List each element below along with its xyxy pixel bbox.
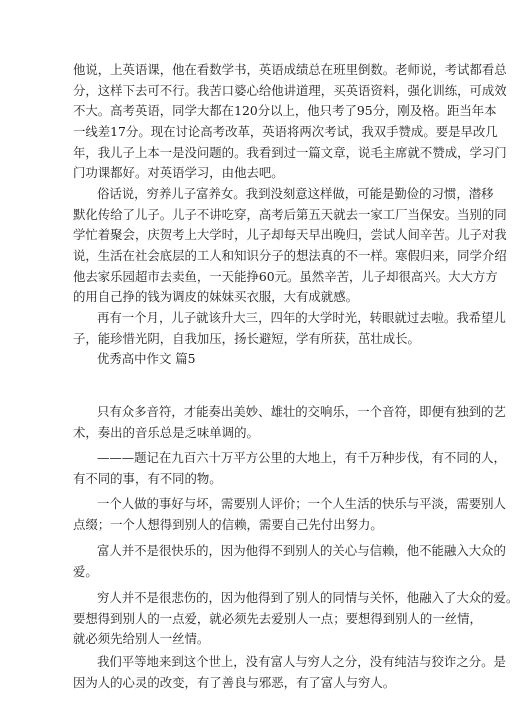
text-line: 只有众多音符，才能奏出美妙、雄壮的交响乐，一个音符，即便有独到的艺 — [97, 404, 506, 419]
paragraph-frugal-son — [73, 184, 507, 308]
text-line: ———题记在九百六十万平方公里的大地上，有千万种步伐，有不同的人， — [97, 450, 506, 465]
text-line: 有不同的事，有不同的物。 — [73, 470, 222, 486]
paragraph-hope — [73, 308, 506, 349]
text-line: 的用自己挣的钱为调皮的妹妹买衣服，大有成就感。 — [73, 289, 358, 305]
paragraph-poor — [73, 588, 518, 650]
paragraph-judgement — [73, 494, 506, 535]
text-line: 穷人并不是很悲伤的，因为他得到了别人的同情与关怀，他融入了大众的爱。 — [97, 590, 518, 605]
paragraph-notes — [73, 402, 506, 443]
text-line: 门功课都好。对英语学习，由他去吧。 — [73, 165, 284, 181]
text-line: 分，这样下去可不行。我苦口婆心给他讲道理，买英语资料，强化训练，可成效 — [73, 82, 507, 98]
text-line: 不大。高考英语，同学大都在120分以上，他只考了95分，刚及格。距当年本 — [73, 103, 497, 119]
paragraph-english-exam — [73, 60, 507, 184]
text-line: 他说，上英语课，他在看数学书，英语成绩总在班里倒数。老师说，考试都看总 — [73, 62, 507, 77]
text-line: 要想得到别人的一点爱，就必须先去爱别人一点；要想得到别人的一丝情， — [73, 610, 482, 626]
text-line: 默化传给了儿子。儿子不讲吃穿，高考后第五天就去一家工厂当保安。当别的同 — [73, 206, 507, 222]
text-line: 年，我儿子上本一是没问题的。我看到过一篇文章，说毛主席就不赞成，学习门 — [73, 144, 507, 160]
text-line: 学忙着聚会，庆贺考上大学时，儿子却每天早出晚归，尝试人间辛苦。儿子对我 — [73, 227, 507, 243]
text-line: 一个人做的事好与坏，需要别人评价；一个人生活的快乐与平淡，需要别人 — [97, 496, 506, 511]
text-line: 就必须先给别人一丝情。 — [73, 631, 210, 647]
heading-text: 优秀高中作文 篇5 — [97, 351, 196, 366]
paragraph-epigraph — [73, 448, 506, 489]
text-line: 富人并不是很快乐的，因为他得不到别人的关心与信赖，他不能融入大众的 — [97, 543, 506, 558]
text-line: 子，能珍惜光阴，自我加压，扬长避短，学有所获，茁壮成长。 — [73, 330, 420, 346]
text-line: 点缀；一个人想得到别人的信赖，需要自己先付出努力。 — [73, 516, 383, 532]
text-line: 术，奏出的音乐总是乏味单调的。 — [73, 424, 259, 440]
text-line: 俗话说，穷养儿子富养女。我到没刻意这样做，可能是勤俭的习惯，潜移 — [97, 186, 494, 201]
text-line: 说，生活在社会底层的工人和知识分子的想法真的不一样。寒假归来，同学介绍 — [73, 248, 507, 264]
text-line: 再有一个月，儿子就该升大三，四年的大学时光，转眼就过去啦。我希望儿 — [97, 310, 506, 325]
paragraph-equality — [73, 652, 506, 693]
paragraph-rich — [73, 541, 506, 582]
text-line: 因为人的心灵的改变，有了善良与邪恶，有了富人与穷人。 — [73, 674, 396, 690]
text-line: 我们平等地来到这个世上，没有富人与穷人之分，没有纯洁与狡诈之分。是 — [97, 654, 506, 669]
text-line: 爱。 — [73, 563, 98, 579]
section-heading — [73, 349, 440, 370]
text-line: 一线差17分。现在讨论高考改革，英语将两次考试，我双手赞成。要是早改几 — [73, 124, 498, 140]
text-line: 他去家乐园超市去卖鱼，一天能挣60元。虽然辛苦，儿子却很高兴。大大方方 — [73, 268, 498, 284]
